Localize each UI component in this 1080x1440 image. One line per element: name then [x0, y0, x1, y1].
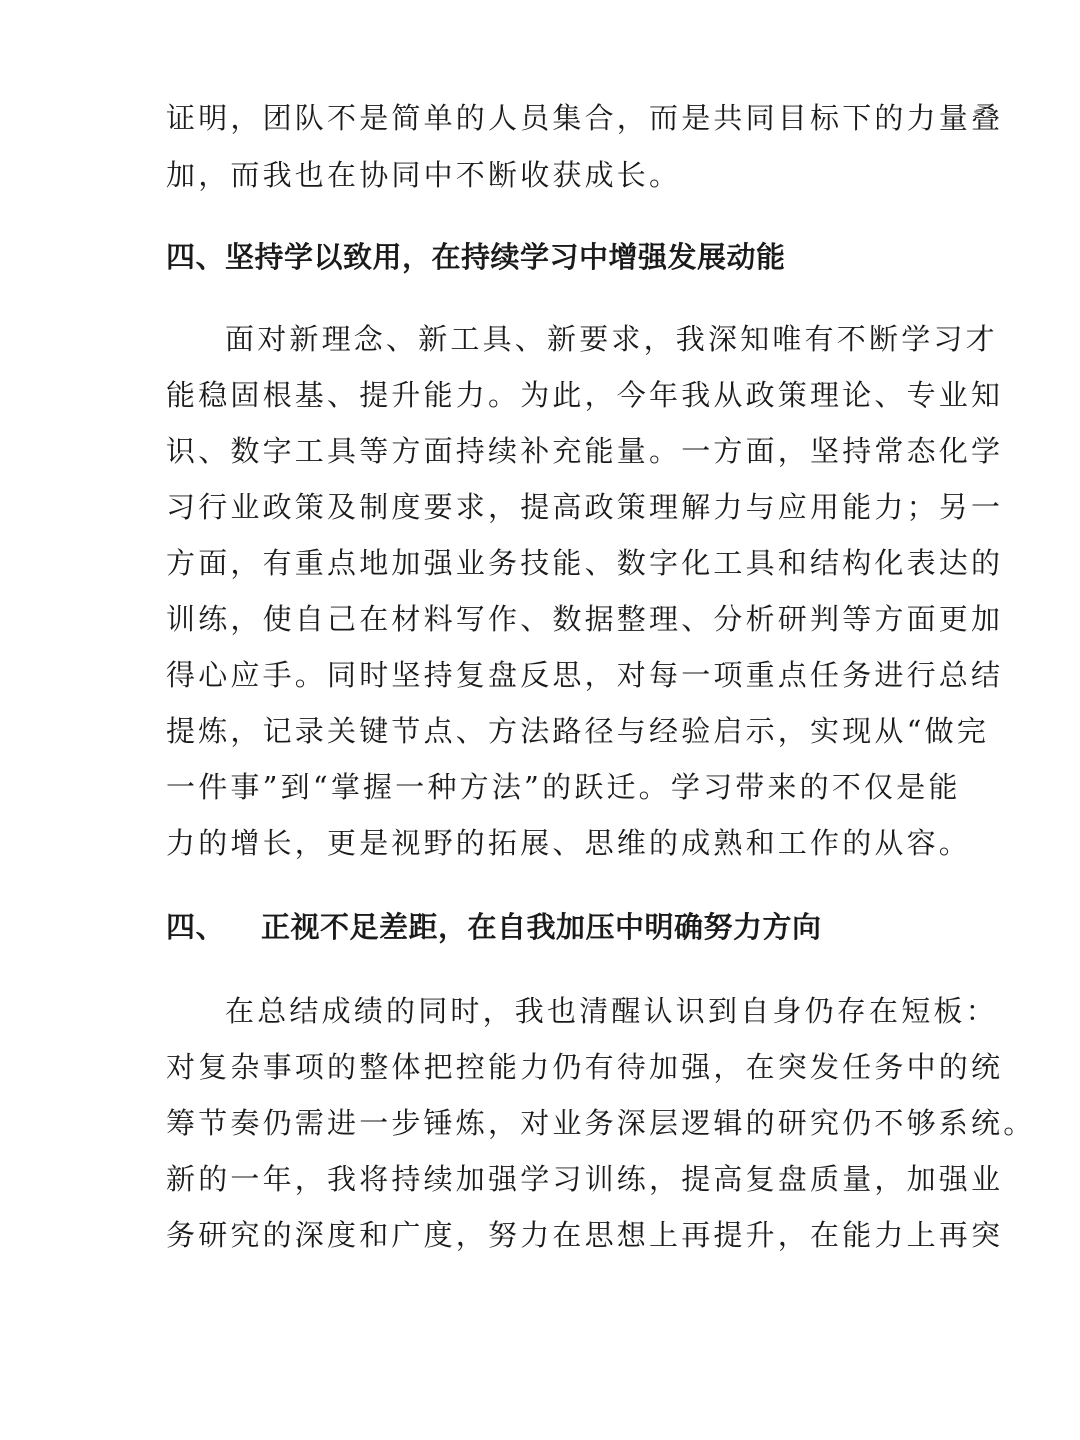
paragraph-line: 力的增长，更是视野的拓展、思维的成熟和工作的从容。 — [166, 826, 972, 860]
section-heading-text: 正视不足差距，在自我加压中明确努力方向 — [261, 910, 822, 944]
section-heading-number: 四、 — [166, 910, 226, 944]
paragraph-line: 习行业政策及制度要求，提高政策理解力与应用能力；另一 — [166, 490, 1004, 524]
intro-line-2: 加，而我也在协同中不断收获成长。 — [166, 158, 682, 192]
paragraph-line: 务研究的深度和广度，努力在思想上再提升，在能力上再突 — [166, 1218, 1004, 1252]
paragraph-line: 面对新理念、新工具、新要求，我深知唯有不断学习才 — [225, 322, 998, 356]
intro-line-1: 证明，团队不是简单的人员集合，而是共同目标下的力量叠 — [166, 101, 1004, 135]
paragraph-line: 在总结成绩的同时，我也清醒认识到自身仍存在短板： — [225, 994, 998, 1028]
paragraph-line: 方面，有重点地加强业务技能、数字化工具和结构化表达的 — [166, 546, 1004, 580]
paragraph-line: 对复杂事项的整体把控能力仍有待加强，在突发任务中的统 — [166, 1050, 1004, 1084]
paragraph-line: 识、数字工具等方面持续补充能量。一方面，坚持常态化学 — [166, 434, 1004, 468]
paragraph-line: 新的一年，我将持续加强学习训练，提高复盘质量，加强业 — [166, 1162, 1004, 1196]
section-heading-four-a: 四、坚持学以致用，在持续学习中增强发展动能 — [166, 240, 786, 274]
paragraph-line: 训练，使自己在材料写作、数据整理、分析研判等方面更加 — [166, 602, 1004, 636]
section-heading-four-b — [166, 907, 822, 947]
paragraph-line: 一件事”到“掌握一种方法”的跃迁。学习带来的不仅是能 — [166, 770, 961, 804]
paragraph-line: 提炼，记录关键节点、方法路径与经验启示，实现从“做完 — [166, 714, 990, 748]
paragraph-line: 能稳固根基、提升能力。为此，今年我从政策理论、专业知 — [166, 378, 1004, 412]
paragraph-line: 筹节奏仍需进一步锤炼，对业务深层逻辑的研究仍不够系统。 — [166, 1106, 1036, 1140]
paragraph-line: 得心应手。同时坚持复盘反思，对每一项重点任务进行总结 — [166, 658, 1004, 692]
